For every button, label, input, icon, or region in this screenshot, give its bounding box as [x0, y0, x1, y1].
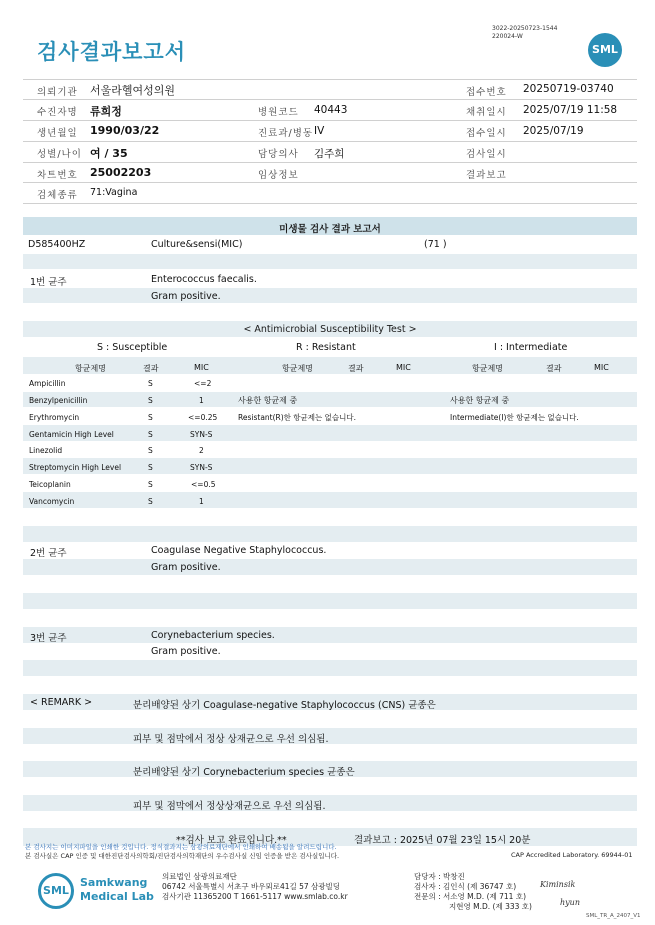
staff-label: 담당자 : — [414, 872, 441, 881]
tech-name: 김인식 (제 36747 호) — [443, 882, 517, 891]
band — [23, 425, 637, 441]
collect-value: 2025/07/19 11:58 — [523, 104, 618, 116]
divider — [23, 203, 637, 204]
receipt-date-label: 접수일시 — [466, 128, 507, 139]
footer-address-block — [162, 872, 348, 902]
col-result-r: 결과 — [348, 364, 364, 373]
drug-name: Linezolid — [29, 446, 63, 455]
doctor-label: 전문의 : — [414, 892, 441, 901]
remark-line: 분리배양된 상기 Coagulase-negative Staphylococcus (CNS) 균종은 — [133, 700, 436, 711]
drug-name: Gentamicin High Level — [29, 430, 114, 439]
patient-value: 류희정 — [90, 105, 122, 118]
test-date-label: 검사일시 — [466, 149, 507, 160]
isolate2-name: Coagulase Negative Staphylococcus. — [151, 545, 327, 556]
footer-address: 06742 서울특별시 서초구 바우뫼로41길 57 삼광빌딩 — [162, 882, 341, 891]
band — [23, 392, 637, 407]
legend-susceptible: S : Susceptible — [97, 342, 168, 353]
drug-mic: 1 — [199, 497, 204, 506]
band — [23, 526, 637, 542]
intermediate-used: 사용한 항균제 중 — [450, 396, 510, 405]
ward-code-label: 병원코드 — [258, 107, 299, 118]
drug-result: S — [148, 413, 153, 422]
chart-label: 차트번호 — [37, 170, 78, 181]
band — [23, 357, 637, 374]
remark-label: < REMARK > — [30, 697, 93, 708]
test-code: D585400HZ — [28, 239, 86, 250]
drug-mic: 1 — [199, 396, 204, 405]
signature-tech: Kiminsik — [540, 880, 576, 889]
birth-label: 생년월일 — [37, 128, 78, 139]
drug-name: Vancomycin — [29, 497, 75, 506]
drug-result: S — [148, 463, 153, 472]
drug-name: Erythromycin — [29, 413, 80, 422]
isolate2-gram: Gram positive. — [151, 562, 221, 573]
isolate1-label: 1번 균주 — [30, 277, 67, 288]
drug-mic: <=0.25 — [188, 413, 218, 422]
band — [23, 288, 637, 303]
report-complete: **검사 보고 완료입니다.** — [176, 835, 287, 846]
print-notice: 본 검사지는 이미지파일을 인쇄한 것입니다. 정식결과지는 삼광의료재단에서 인쇄하여 배송됨을 알려드립니다. — [25, 843, 337, 851]
drug-result: S — [148, 379, 153, 388]
specimen-value: 71:Vagina — [90, 187, 138, 198]
test-name: Culture&sensi(MIC) — [151, 239, 243, 250]
drug-result: S — [148, 430, 153, 439]
divider — [23, 120, 637, 121]
band — [23, 559, 637, 575]
report-time: 결과보고 : 2025년 07월 23일 15시 20분 — [354, 835, 531, 846]
col-mic-i: MIC — [594, 363, 609, 372]
drug-result: S — [148, 497, 153, 506]
receipt-no-label: 접수번호 — [466, 87, 507, 98]
cap-accreditation: CAP Accredited Laboratory. 69944-01 — [511, 851, 633, 859]
col-drug-s: 항균제명 — [75, 364, 106, 373]
chart-value: 25002203 — [90, 166, 152, 179]
specimen-label: 검체종류 — [37, 190, 78, 201]
band — [23, 254, 637, 269]
band — [23, 492, 637, 508]
ward-code-value: 40443 — [314, 104, 348, 116]
page-title: 검사결과보고서 — [37, 40, 187, 64]
resistant-none: Resistant(R)한 항균제는 없습니다. — [238, 413, 357, 422]
band — [23, 660, 637, 676]
doctor-value: 김주희 — [314, 148, 345, 160]
report-code-line1: 3022-20250723-1544 — [492, 25, 558, 32]
drug-mic: 2 — [199, 446, 204, 455]
dept-label: 진료과/병동 — [258, 128, 314, 139]
divider — [23, 182, 637, 183]
doctor1-name: 서소영 M.D. (제 711 호) — [443, 892, 526, 901]
divider — [23, 79, 637, 80]
intermediate-none: Intermediate(I)한 항균제는 없습니다. — [450, 413, 579, 422]
band — [23, 627, 637, 643]
divider — [23, 99, 637, 100]
drug-mic: SYN-S — [190, 430, 213, 439]
isolate3-label: 3번 균주 — [30, 633, 67, 644]
drug-result: S — [148, 396, 153, 405]
company-name-line2: Medical Lab — [80, 890, 154, 903]
institution-value: 서울라헬여성의원 — [90, 84, 176, 97]
sml-logo: SML — [588, 33, 622, 67]
footer-sml-logo: SML — [38, 873, 74, 909]
specimen-code: (71 ) — [424, 239, 447, 250]
micro-section-title: 미생물 검사 결과 보고서 — [279, 224, 381, 235]
signature-doctor: hyun — [560, 898, 580, 907]
patient-label: 수진자명 — [37, 107, 78, 118]
footer-staff-block — [414, 872, 532, 912]
sexage-value: 여 / 35 — [90, 147, 128, 160]
receipt-date-value: 2025/07/19 — [523, 125, 584, 137]
drug-name: Ampicillin — [29, 379, 66, 388]
legend-resistant: R : Resistant — [296, 342, 356, 353]
doctor2-name: 지현영 M.D. (제 333 호) — [449, 902, 532, 911]
report-label: 결과보고 — [466, 170, 507, 181]
collect-label: 채취일시 — [466, 107, 507, 118]
institution-label: 의뢰기관 — [37, 87, 78, 98]
band — [23, 795, 637, 811]
drug-mic: <=0.5 — [191, 480, 216, 489]
clinical-label: 임상정보 — [258, 170, 299, 181]
footer-contact: 검사기관 11365200 T 1661-5117 www.smlab.co.kr — [162, 892, 348, 901]
drug-result: S — [148, 480, 153, 489]
remark-line: 피부 및 점막에서 정상상재균으로 우선 의심됨. — [133, 801, 326, 812]
isolate1-gram: Gram positive. — [151, 291, 221, 302]
col-mic-r: MIC — [396, 363, 411, 372]
footer-org: 의료법인 삼광의료재단 — [162, 872, 237, 881]
divider — [23, 141, 637, 142]
sexage-label: 성별/나이 — [37, 149, 82, 160]
report-code-line2: 220024-W — [492, 33, 523, 40]
staff-name: 박창진 — [443, 872, 465, 881]
col-mic-s: MIC — [194, 363, 209, 372]
col-drug-i: 항균제명 — [472, 364, 503, 373]
remark-line: 피부 및 점막에서 정상 상재균으로 우선 의심됨. — [133, 734, 329, 745]
footer-company-name — [80, 876, 154, 904]
isolate2-label: 2번 균주 — [30, 548, 67, 559]
drug-name: Teicoplanin — [29, 480, 71, 489]
col-result-s: 결과 — [143, 364, 159, 373]
divider — [23, 162, 637, 163]
resistant-used: 사용한 항균제 중 — [238, 396, 298, 405]
band — [23, 593, 637, 609]
birth-value: 1990/03/22 — [90, 124, 160, 137]
drug-result: S — [148, 446, 153, 455]
drug-name: Benzylpenicillin — [29, 396, 88, 405]
dept-value: IV — [314, 125, 325, 137]
isolate3-name: Corynebacterium species. — [151, 630, 275, 641]
remark-line: 분리배양된 상기 Corynebacterium species 균종은 — [133, 767, 355, 778]
company-name-line1: Samkwang — [80, 876, 148, 889]
isolate1-name: Enterococcus faecalis. — [151, 274, 257, 285]
accreditation-notice: 본 검사실은 CAP 인증 및 대한진단검사의학회/진단검사의학재단의 우수검사실 신임 인증을 받은 검사실입니다. — [25, 852, 340, 860]
receipt-no-value: 20250719-03740 — [523, 83, 614, 95]
report-code — [492, 25, 557, 41]
col-drug-r: 항균제명 — [282, 364, 313, 373]
form-code: SML_TR_A_2407_V1 — [586, 913, 641, 919]
col-result-i: 결과 — [546, 364, 562, 373]
legend-intermediate: I : Intermediate — [494, 342, 568, 353]
drug-name: Streptomycin High Level — [29, 463, 122, 472]
tech-label: 검사자 : — [414, 882, 441, 891]
ast-title: < Antimicrobial Susceptibility Test > — [243, 324, 417, 335]
band — [23, 728, 637, 744]
drug-mic: <=2 — [194, 379, 212, 388]
drug-mic: SYN-S — [190, 463, 213, 472]
isolate3-gram: Gram positive. — [151, 646, 221, 657]
doctor-label: 담당의사 — [258, 149, 299, 160]
